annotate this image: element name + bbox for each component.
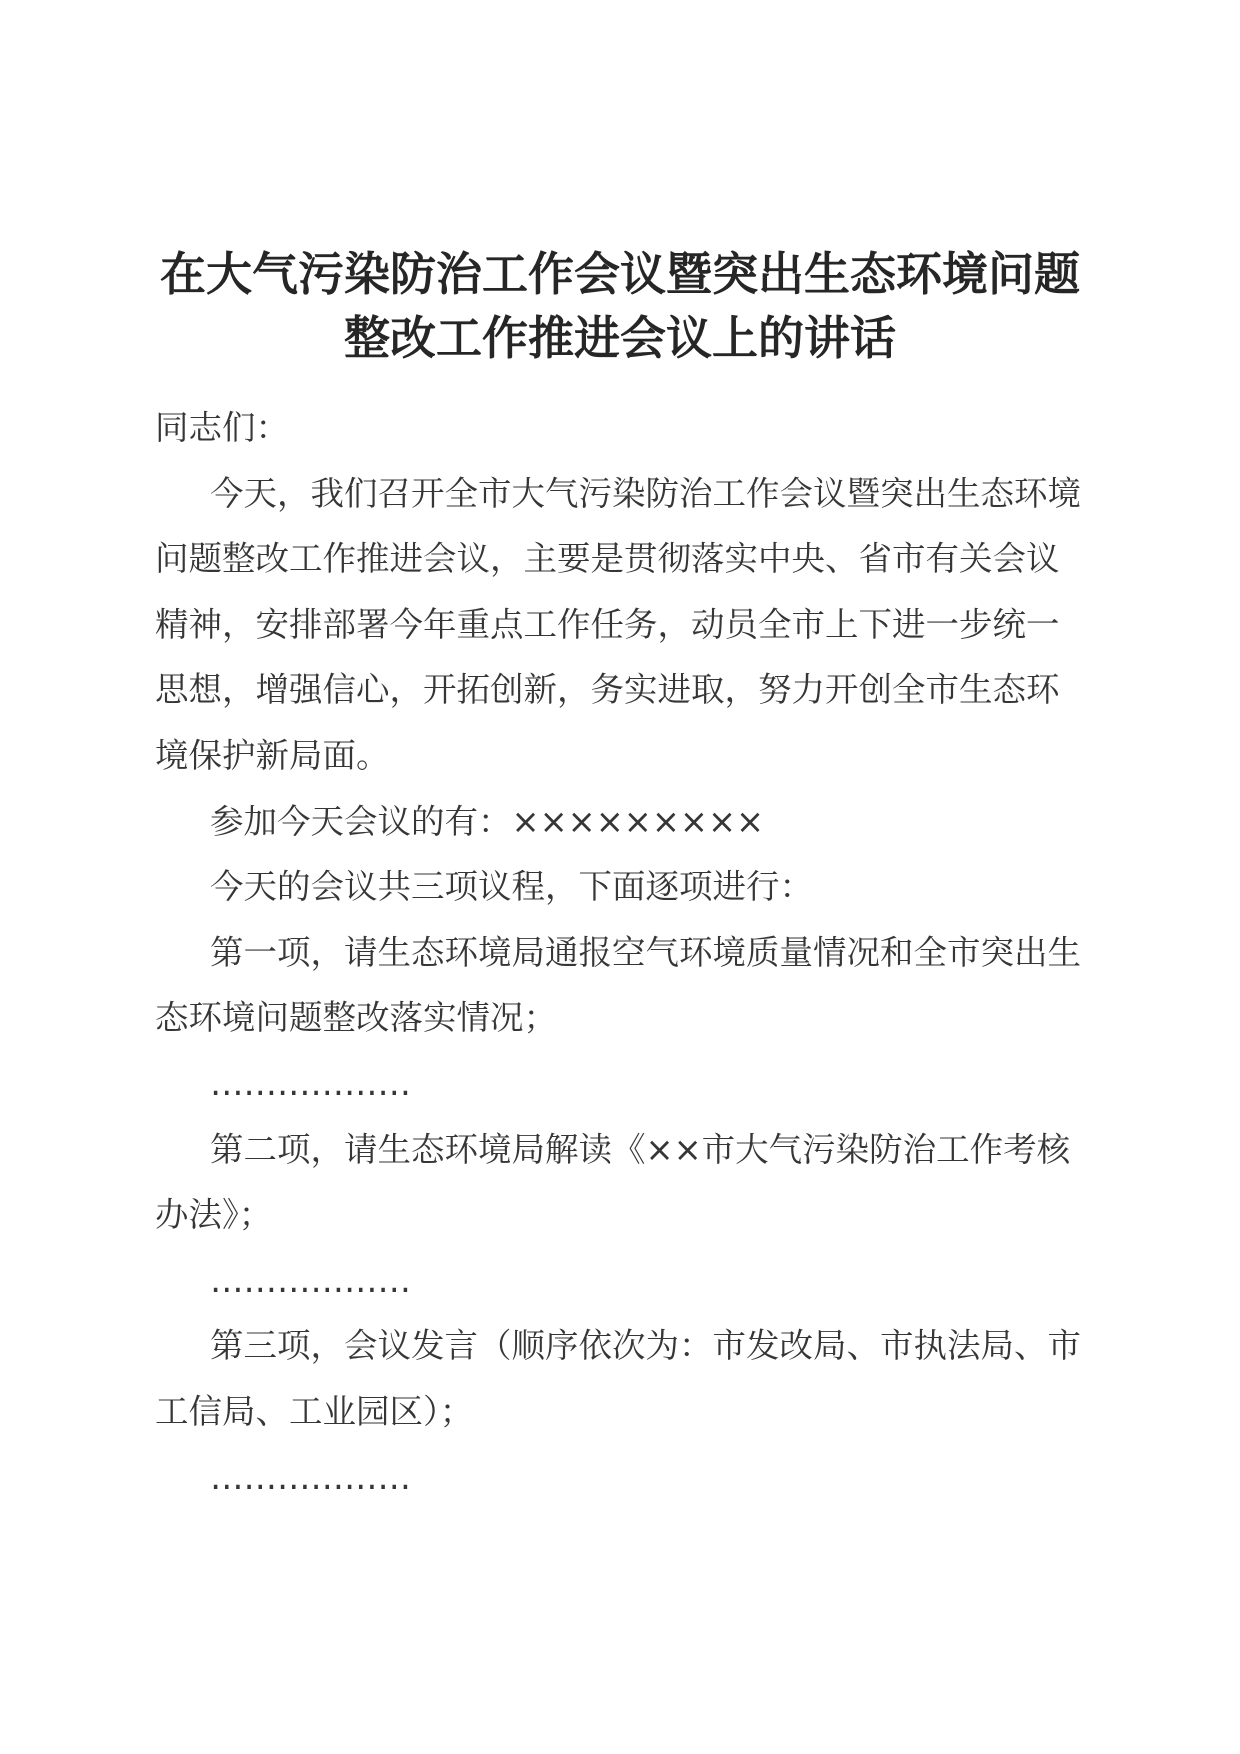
paragraph-line: 参加今天会议的有：×××××××××: [210, 801, 765, 841]
paragraph: [155, 1313, 1095, 1444]
paragraph-line: 问题整改工作推进会议，主要是贯彻落实中央、省市有关会议: [155, 539, 1060, 579]
paragraph-line: 第二项，请生态环境局解读《××市大气污染防治工作考核: [210, 1129, 1071, 1169]
paragraph-line: 工信局、工业园区）；: [155, 1391, 474, 1431]
paragraph-line: 办法》；: [155, 1195, 273, 1235]
paragraph: [155, 854, 1095, 920]
paragraph-line: ………………: [210, 1457, 411, 1497]
paragraph: [155, 920, 1095, 1051]
document-title-line: 在大气污染防治工作会议暨突出生态环境问题: [160, 247, 1080, 301]
paragraph-line: 今天，我们召开全市大气污染防治工作会议暨突出生态环境: [210, 473, 1081, 513]
paragraph-line: 思想，增强信心，开拓创新，务实进取，努力开创全市生态环: [155, 670, 1060, 710]
document-body: [155, 395, 1095, 1510]
paragraph-line: 第一项，请生态环境局通报空气环境质量情况和全市突出生: [210, 932, 1081, 972]
paragraph: [155, 789, 1095, 855]
paragraph-line: 第三项，会议发言（顺序依次为：市发改局、市执法局、市: [210, 1326, 1081, 1366]
document-title: [0, 242, 1240, 370]
paragraph: [155, 1117, 1095, 1248]
paragraph-line: 态环境问题整改落实情况；: [155, 998, 557, 1038]
paragraph-line: 境保护新局面。: [155, 735, 390, 775]
paragraph: [155, 461, 1095, 789]
paragraph-line: ………………: [210, 1260, 411, 1300]
paragraph-line: 今天的会议共三项议程，下面逐项进行：: [210, 867, 813, 907]
document-title-line: 整改工作推进会议上的讲话: [344, 311, 896, 365]
paragraph-line: ………………: [210, 1063, 411, 1103]
paragraph: [155, 1051, 1095, 1117]
paragraph: [155, 1445, 1095, 1511]
paragraph-line: 精神，安排部署今年重点工作任务，动员全市上下进一步统一: [155, 604, 1060, 644]
paragraph: [155, 1248, 1095, 1314]
salutation: 同志们：: [155, 408, 289, 447]
